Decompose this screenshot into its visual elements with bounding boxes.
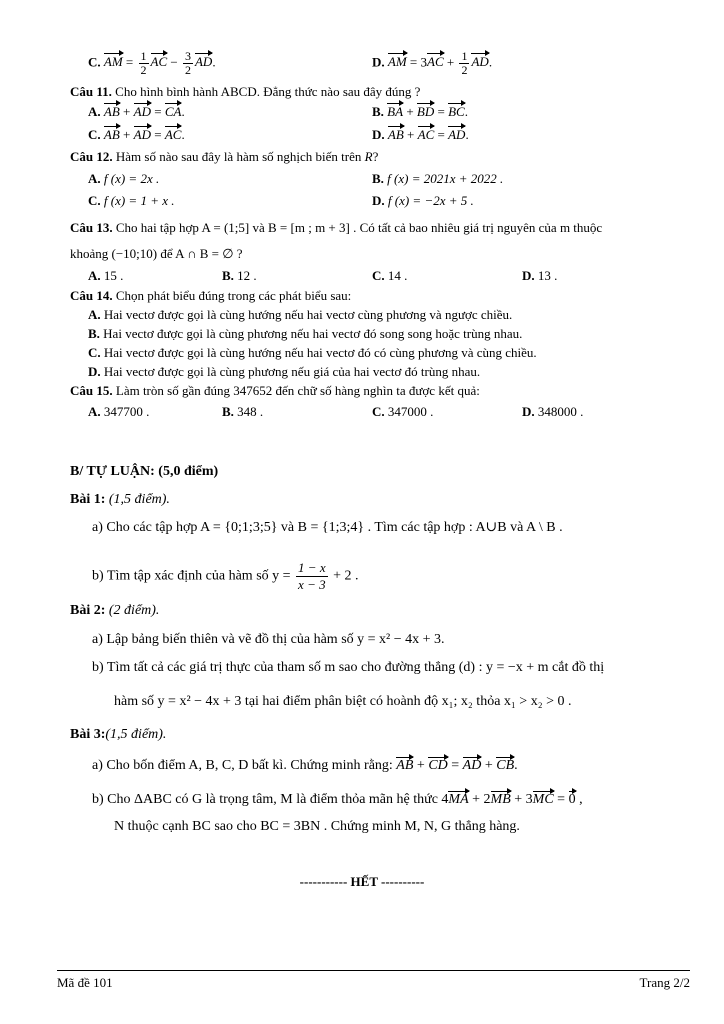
fraction: $\frac{1 - x}{x - 3}$ [298,560,326,592]
q13-option-c: C. 14 . [372,268,408,283]
q12-option-a: A. f (x) = 2x . [88,171,160,186]
bai-2b-line1: b) Tìm tất cả các giá trị thực của tham số m sao cho đường thẳng (d) : y = −x + m cắt đồ thị [92,660,605,675]
vector-am: AM [103,54,123,70]
q10-option-d: D. AM = 3AC + $\frac{1}{2}$ AD. [372,49,493,77]
bai-2b-line2: hàm số y = x² − 4x + 3 tại hai điểm phân biệt có hoành độ x₁; x₂ thỏa x₁ > x₂ > 0 . [114,694,572,709]
q12-option-b: B. f (x) = 2021x + 2022 . [372,171,504,186]
bai-2-heading: Bài 2: (2 điểm). [70,603,160,618]
q14-option-c: C. Hai vectơ được gọi là cùng hướng nếu hai vectơ đó có cùng phương và cùng chiều. [88,345,537,360]
q15-option-c: C. 347000 . [372,404,434,419]
bai-2a: a) Lập bảng biến thiên và vẽ đồ thị của hàm số y = x² − 4x + 3. [92,632,445,647]
q13-option-d: D. 13 . [522,268,558,283]
q11-option-a: A. AB + AD = CA. [88,104,185,119]
q15-option-d: D. 348000 . [522,404,584,419]
bai-1a: a) Cho các tập hợp A = {0;1;3;5} và B = {1;3;4} . Tìm các tập hợp : A∪B và A \ B . [92,520,563,535]
q15-option-a: A. 347700 . [88,404,150,419]
question-11: Câu 11. Cho hình bình hành ABCD. Đẳng thức nào sau đây đúng ? [70,84,421,99]
bai-1b: b) Tìm tập xác định của hàm số y = $\frac{1 - x}{x - 3}$ + 2 . [92,560,359,592]
q15-option-b: B. 348 . [222,404,264,419]
question-13-line2: khoảng (−10;10) để A ∩ B = ∅ ? [70,246,243,261]
q11-option-c: C. AB + AD = AC. [88,127,185,142]
bai-3b-line2: N thuộc cạnh BC sao cho BC = 3BN . Chứng minh M, N, G thẳng hàng. [114,819,520,834]
q14-option-b: B. Hai vectơ được gọi là cùng phương nếu hai vectơ đó song song hoặc trùng nhau. [88,326,523,341]
q12-option-d: D. f (x) = −2x + 5 . [372,193,474,208]
question-14: Câu 14. Chọn phát biểu đúng trong các phát biểu sau: [70,288,352,303]
bai-1-heading: Bài 1: (1,5 điểm). [70,492,170,507]
fraction: $\frac{1}{2}$ [461,49,468,77]
question-15: Câu 15. Làm tròn số gần đúng 347652 đến chữ số hàng nghìn ta được kết quả: [70,383,480,398]
bai-3-heading: Bài 3:(1,5 điểm). [70,727,167,742]
q10-option-c: C. AM = $\frac{1}{2}$ AC − $\frac{3}{2}$ AD. [88,49,216,77]
q14-option-a: A. Hai vectơ được gọi là cùng hướng nếu hai vectơ cùng phương và ngược chiều. [88,307,513,322]
question-12: Câu 12. Hàm số nào sau đây là hàm số nghịch biến trên R? [70,149,379,164]
q14-option-d: D. Hai vectơ được gọi là cùng phương nếu giá của hai vectơ đó trùng nhau. [88,364,481,379]
footer-page-number: Trang 2/2 [639,975,690,990]
q13-option-a: A. 15 . [88,268,124,283]
q11-option-d: D. AB + AC = AD. [372,127,469,142]
q13-option-b: B. 12 . [222,268,257,283]
bai-3a: a) Cho bốn điểm A, B, C, D bất kì. Chứng minh rằng: AB + CD = AD + CB. [92,758,518,773]
end-mark: ----------- HẾT ---------- [299,874,425,889]
question-13-line1: Câu 13. Cho hai tập hợp A = (1;5] và B = [m ; m + 3] . Có tất cả bao nhiêu giá trị nguyên của m thuộc [70,220,603,235]
section-b-heading: B/ TỰ LUẬN: (5,0 điểm) [70,464,219,479]
q11-option-b: B. BA + BD = BC. [372,104,468,119]
footer-divider [57,970,690,971]
bai-3b-line1: b) Cho ΔABC có G là trọng tâm, M là điểm thỏa mãn hệ thức 4MA + 2MB + 3MC = 0 , [92,792,583,807]
q12-option-c: C. f (x) = 1 + x . [88,193,175,208]
fraction: $\frac{3}{2}$ [184,49,191,77]
footer-exam-code: Mã đề 101 [57,975,113,990]
fraction: $\frac{1}{2}$ [140,49,147,77]
